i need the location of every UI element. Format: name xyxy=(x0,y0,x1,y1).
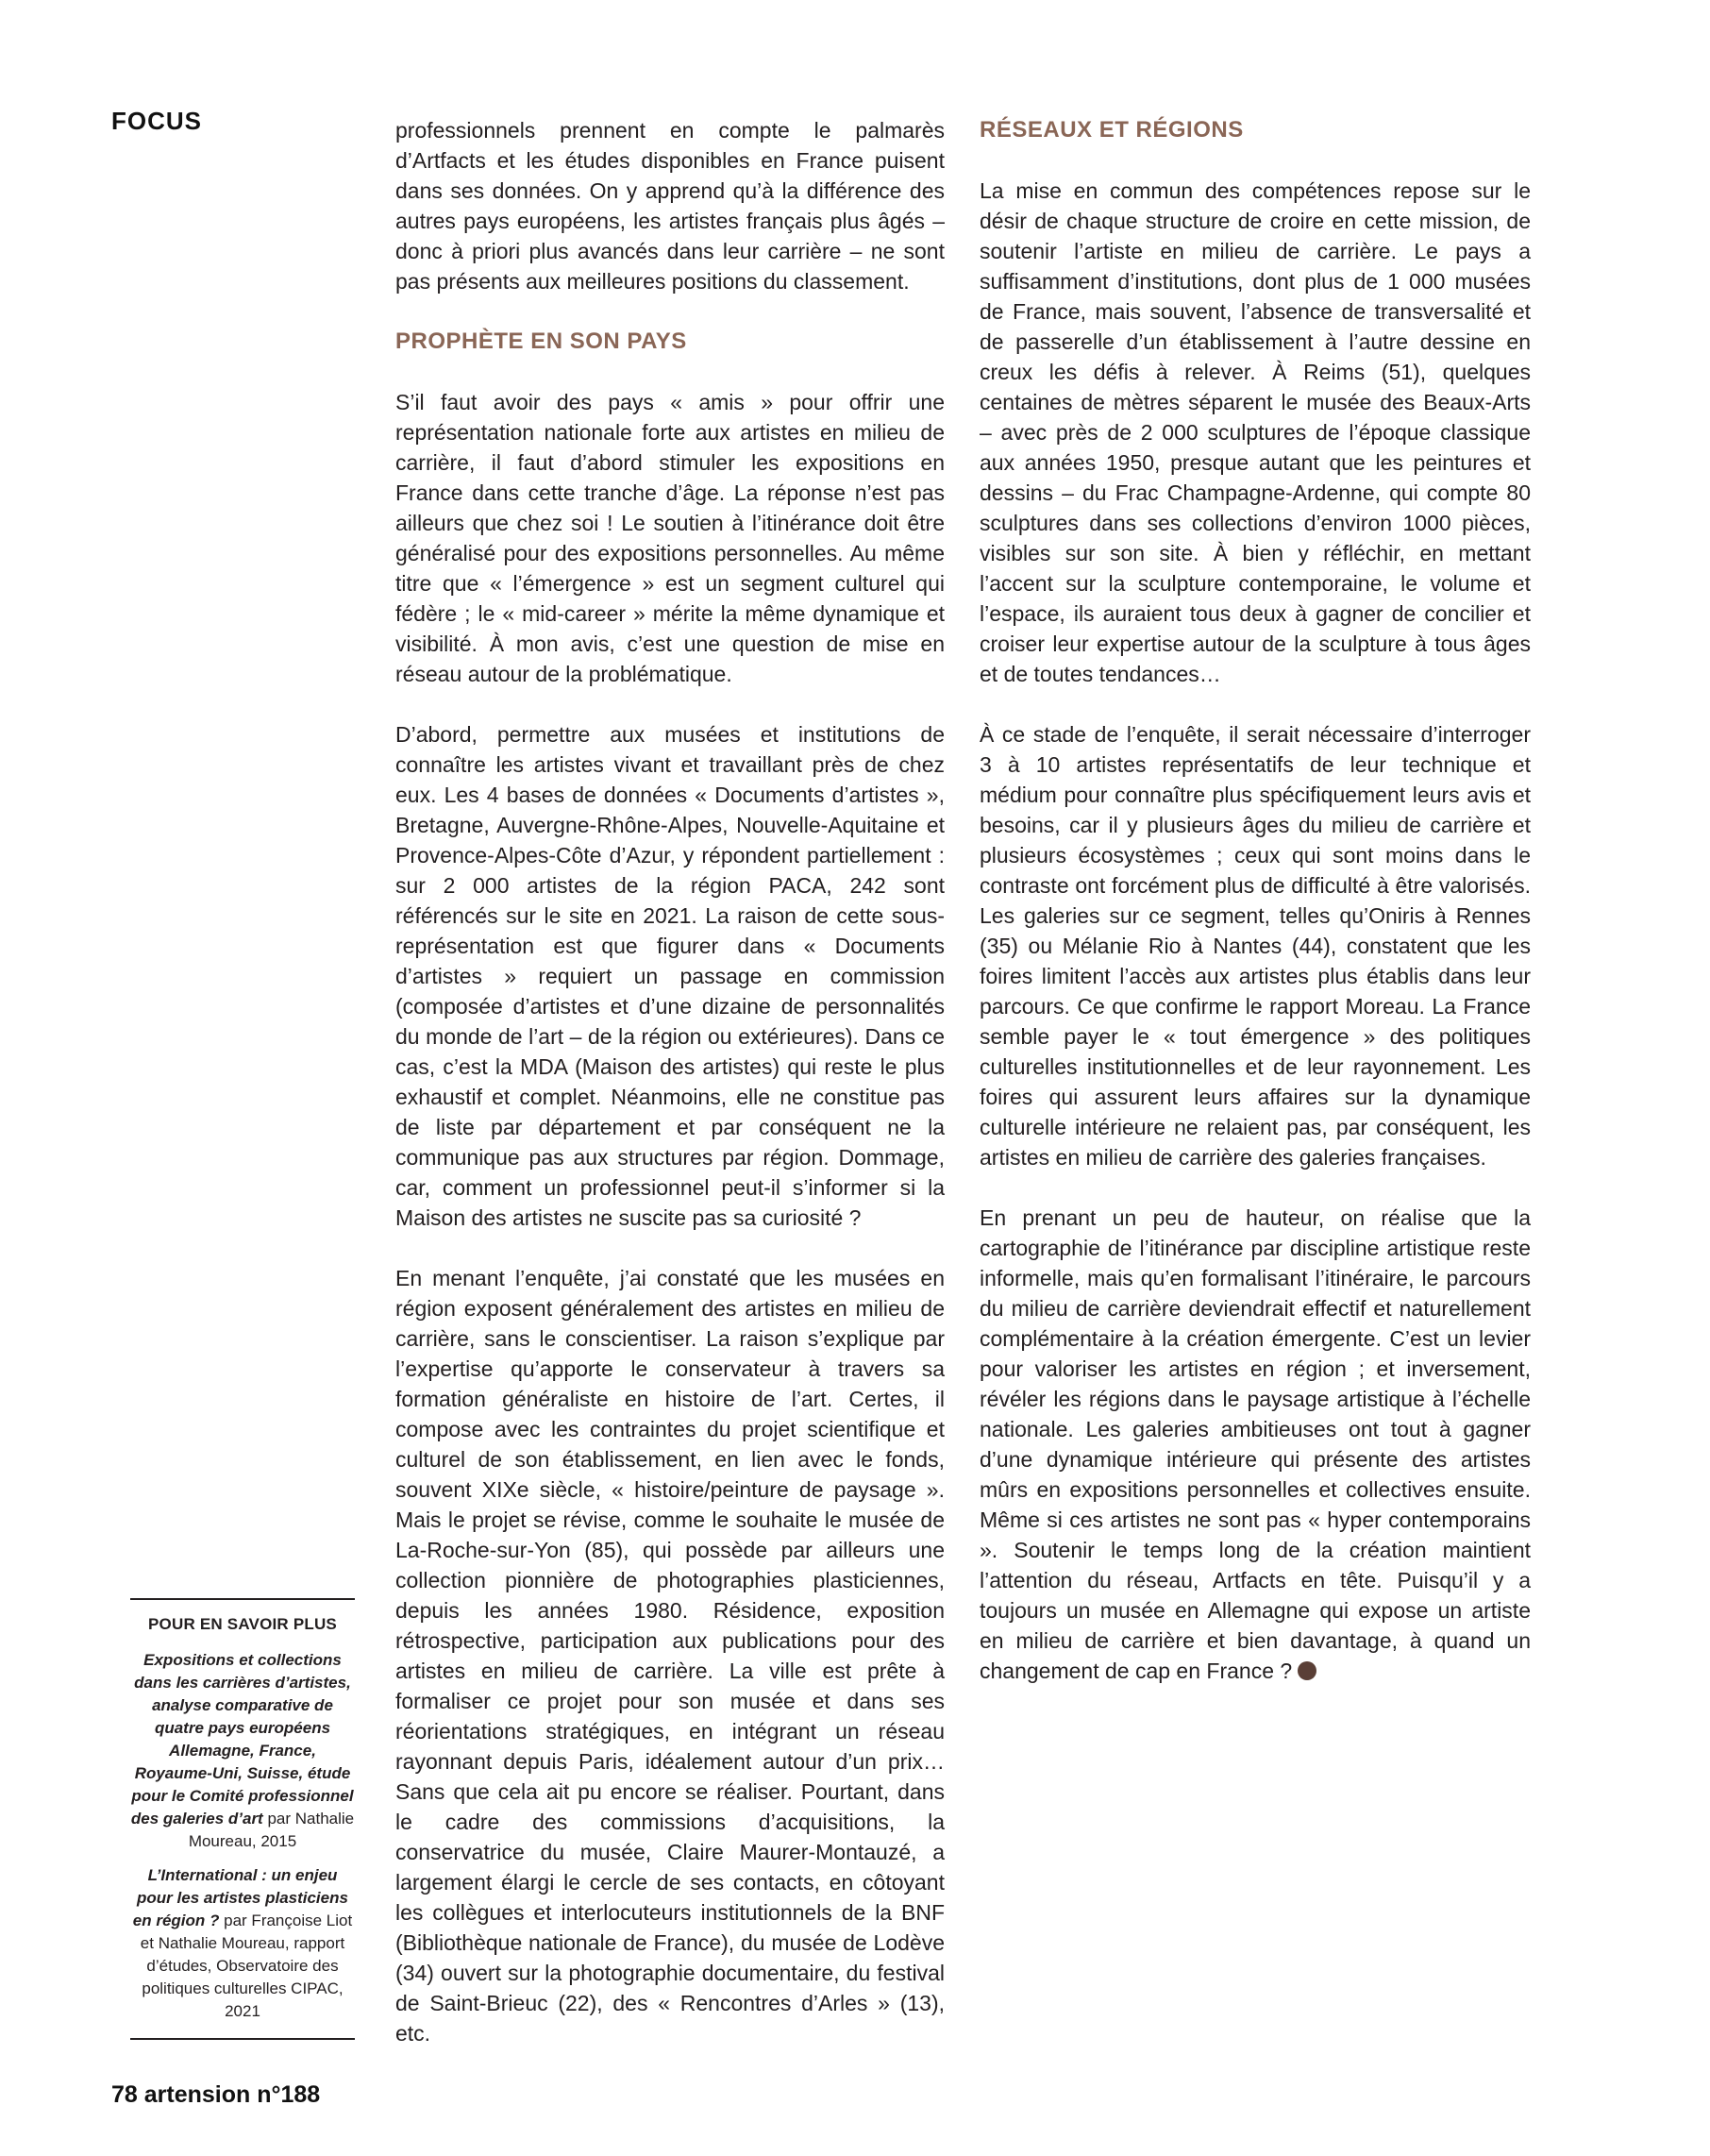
article-column-2 xyxy=(980,115,1531,1716)
sidebar-title: POUR EN SAVOIR PLUS xyxy=(148,1615,337,1633)
reference-title: L’International : un enjeu pour les artistes plasticiens en région ? xyxy=(132,1866,348,1929)
article-column-1 xyxy=(395,115,945,2079)
subheading: PROPHÈTE EN SON PAYS xyxy=(395,328,687,354)
reference-item xyxy=(130,1864,355,2023)
reference-title: Expositions et collections dans les carrières d’artistes, analyse comparative de quatre pays européens Allemagne, France, Royaume-Uni, Suisse, étude pour le Comité professionnel des galeries d’art xyxy=(130,1651,354,1828)
paragraph: D’abord, permettre aux musées et institutions de connaître les artistes vivant et travaillant près de chez eux. Les 4 bases de données « Documents d’artistes », Bretagne, Auvergne-Rhône-Alpes, Nouvelle-Aquitaine et Provence-Alpes-Côte d’Azur, y répondent partiellement : sur 2 000 artistes de la région PACA, 242 sont référencés sur le site en 2021. La raison de cette sous-représentation est que figurer dans « Documents d’artistes » requiert un passage en commission (composée d’artistes et d’une dizaine de personnalités du monde de l’art – de la région ou extérieures). Dans ce cas, c’est la MDA (Maison des artistes) qui reste le plus exhaustif et complet. Néanmoins, elle ne constitue pas de liste par département et par conséquent ne la communique pas aux structures par région. Dommage, car, comment un professionnel peut-il s’informer si la Maison des artistes ne suscite pas sa curiosité ? xyxy=(395,722,945,1230)
paragraph: professionnels prennent en compte le palmarès d’Artfacts et les études disponibles en France puisent dans ses données. On y apprend qu’à la différence des autres pays européens, les artistes français plus âgés – donc à priori plus avancés dans leur carrière – ne sont pas présents aux meilleures positions du classement. xyxy=(395,118,945,294)
end-of-article-icon xyxy=(1298,1661,1316,1680)
further-reading-box xyxy=(130,1598,355,2040)
paragraph-final xyxy=(980,1203,1531,1686)
subheading: RÉSEAUX ET RÉGIONS xyxy=(980,117,1244,143)
reference-item xyxy=(130,1649,355,1853)
paragraph-text: En prenant un peu de hauteur, on réalise que la cartographie de l’itinérance par discipline artistique reste informelle, mais qu’en formalisant l’itinéraire, le parcours du milieu de carrière deviendrait effectif et naturellement complémentaire à la création émergente. C’est un levier pour valoriser les artistes en région ; et inversement, révéler les régions dans le paysage artistique à l’échelle nationale. Les galeries ambitieuses ont tout à gagner d’une dynamique intérieure qui présente des artistes mûrs en expositions personnelles et collectives ensuite. Même si ces artistes ne sont pas « hyper contemporains ». Soutenir le temps long de la création maintient l’attention du réseau, Artfacts en tête. Puisqu’il y a toujours un musée en Allemagne qui expose un artiste en milieu de carrière et bien davantage, à quand un changement de cap en France ? xyxy=(980,1205,1531,1683)
reference-author: par Françoise Liot et Nathalie Moureau, rapport d’études, Observatoire des politiques culturelles CIPAC, 2021 xyxy=(140,1912,353,2020)
paragraph: À ce stade de l’enquête, il serait nécessaire d’interroger 3 à 10 artistes représentatifs de leur technique et médium pour connaître plus spécifiquement leurs avis et besoins, car il y plusieurs âges du milieu de carrière et plusieurs écosystèmes ; ceux qui sont moins dans le contraste ont forcément plus de difficulté à être valorisés. Les galeries sur ce segment, telles qu’Oniris à Rennes (35) ou Mélanie Rio à Nantes (44), constatent que les foires limitent l’accès aux artistes plus établis dans leur parcours. Ce que confirme le rapport Moreau. La France semble payer le « tout émergence » des politiques culturelles institutionnelles et de leur rayonnement. Les foires qui assurent leurs affaires sur la dynamique culturelle intérieure ne relaient pas, par conséquent, les artistes en milieu de carrière des galeries françaises. xyxy=(980,722,1531,1170)
paragraph: En menant l’enquête, j’ai constaté que les musées en région exposent généralement des artistes en milieu de carrière, sans le conscientiser. La raison s’explique par l’expertise qu’apporte le conservateur à travers sa formation généraliste en histoire de l’art. Certes, il compose avec les contraintes du projet scientifique et culturel de son établissement, en lien avec le fonds, souvent XIXe siècle, « histoire/peinture de paysage ». Mais le projet se révise, comme le souhaite le musée de La-Roche-sur-Yon (85), qui possède par ailleurs une collection pionnière de photographies plasticiennes, depuis les années 1980. Résidence, exposition rétrospective, participation aux publications pour des artistes en milieu de carrière. La ville est prête à formaliser ce projet pour son musée et dans ses réorientations stratégiques, en intégrant un réseau rayonnant depuis Paris, idéalement autour d’un prix… Sans que cela ait pu encore se réaliser. Pourtant, dans le cadre des commissions d’acquisitions, la conservatrice du musée, Claire Maurer-Montauzé, a largement élargi le cercle de ses contacts, en côtoyant les collègues et interlocuteurs institutionnels de la BNF (Bibliothèque nationale de France), du musée de Lodève (34) ouvert sur la photographie documentaire, du festival de Saint-Brieuc (22), des « Rencontres d’Arles » (13), etc. xyxy=(395,1266,945,2046)
section-label: FOCUS xyxy=(111,107,202,135)
reference-author: par Nathalie Moureau, 2015 xyxy=(188,1810,355,1850)
paragraph: La mise en commun des compétences repose sur le désir de chaque structure de croire en cette mission, de soutenir l’artiste en milieu de carrière. Le pays a suffisamment d’institutions, dont plus de 1 000 musées de France, mais souvent, l’absence de transversalité et de passerelle d’un établissement à l’autre dessine en creux les défis à relever. À Reims (51), quelques centaines de mètres séparent le musée des Beaux-Arts – avec près de 2 000 sculptures de l’époque classique aux années 1950, presque autant que les peintures et dessins – du Frac Champagne-Ardenne, qui compte 80 sculptures dans ses collections d’environ 1000 pièces, visibles sur son site. À bien y réfléchir, en mettant l’accent sur la sculpture contemporaine, le volume et l’espace, ils auraient tous deux à gagner de concilier et croiser leur expertise autour de la sculpture à tous âges et de toutes tendances… xyxy=(980,178,1531,686)
page-footer: 78 artension n°188 xyxy=(111,2081,321,2108)
paragraph: S’il faut avoir des pays « amis » pour offrir une représentation nationale forte aux artistes en milieu de carrière, il faut d’abord stimuler les expositions en France dans cette tranche d’âge. La réponse n’est pas ailleurs que chez soi ! Le soutien à l’itinérance doit être généralisé pour des expositions personnelles. Au même titre que « l’émergence » est un segment culturel qui fédère ; le « mid-career » mérite la même dynamique et visibilité. À mon avis, c’est une question de mise en réseau autour de la problématique. xyxy=(395,390,945,686)
